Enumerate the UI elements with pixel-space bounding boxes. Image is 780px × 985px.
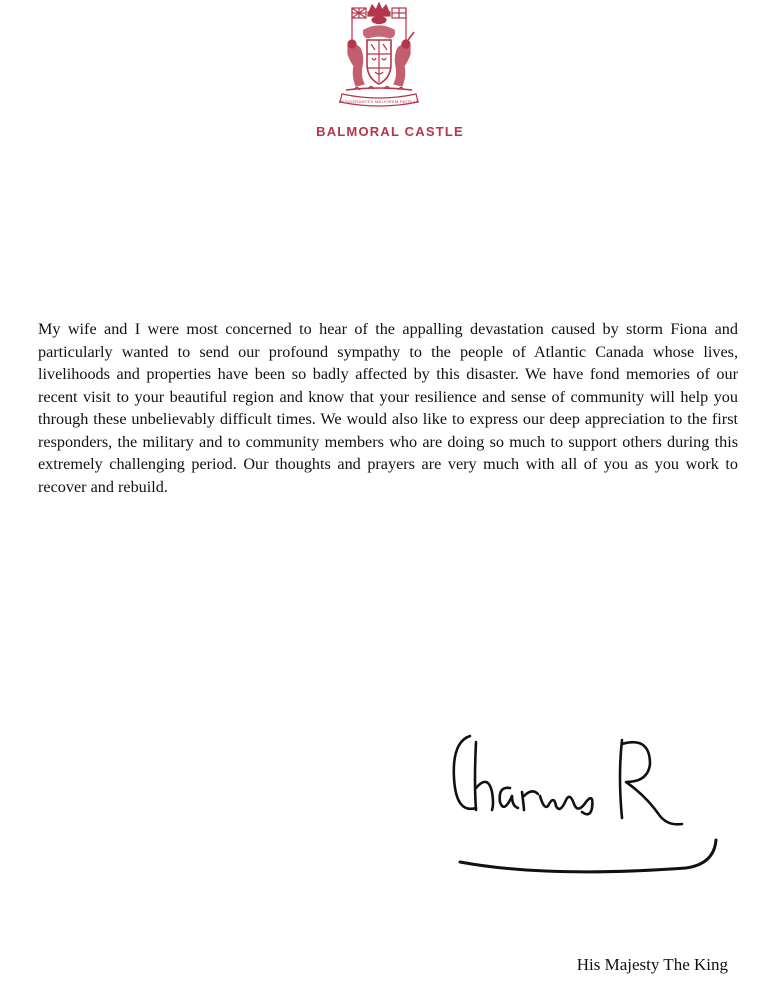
signatory-name: His Majesty The King: [576, 955, 728, 974]
letter-body: My wife and I were most concerned to hear of the appalling devastation caused by storm Fiona and particularly wanted to send our profound sympathy to the people of Atlantic Canada whose lives, livelihoods and properties have been so badly affected by this disaster. We have fond memories of our recent visit to your beautiful region and know that your resilience and sense of community will help you through these unbelievably difficult times. We would also like to express our deep appreciation to the first responders, the military and to community members who are doing so much to support others during this extremely challenging period. Our thoughts and prayers are very much with all of you as you work to recover and rebuild.: [38, 320, 738, 496]
handwritten-signature-icon: [446, 722, 736, 892]
royal-coat-of-arms-icon: [334, 2, 424, 112]
letterhead-title: BALMORAL CASTLE: [316, 124, 464, 139]
svg-text:DESIDERANTES MELIOREM PATRIAM: DESIDERANTES MELIOREM PATRIAM: [338, 99, 420, 104]
